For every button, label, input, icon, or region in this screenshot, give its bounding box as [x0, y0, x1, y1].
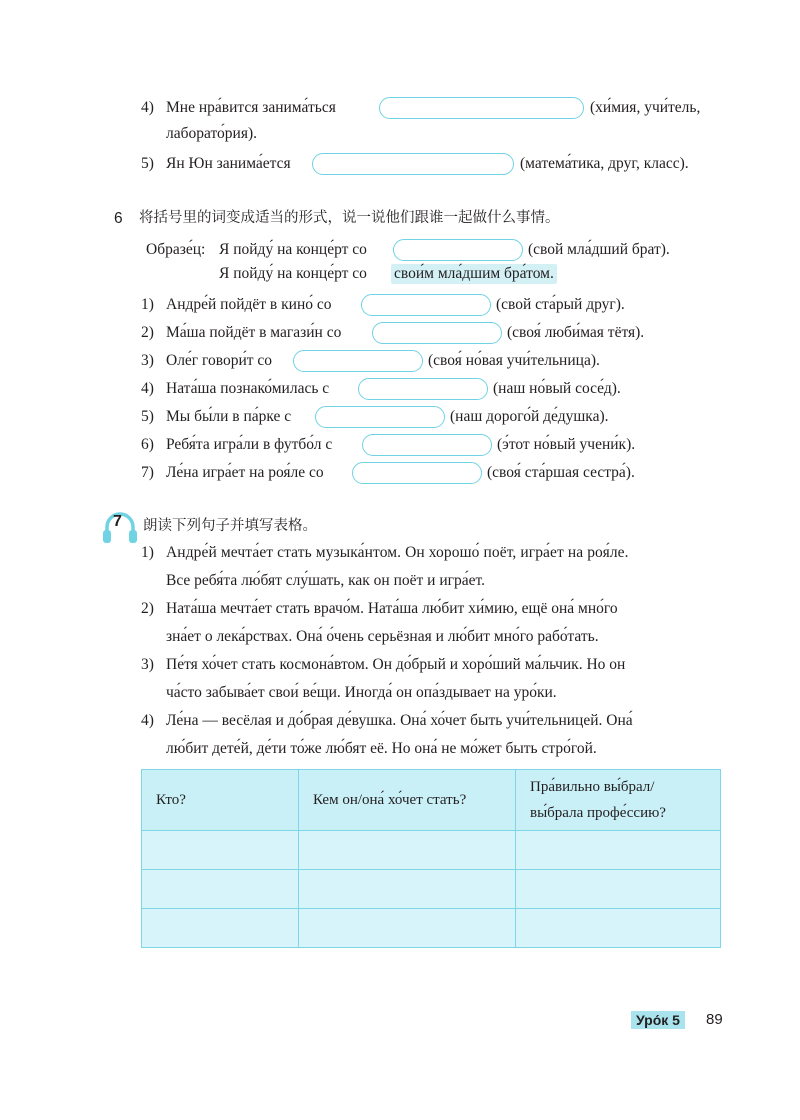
- table-cell[interactable]: [516, 831, 721, 870]
- ex7-item-number: 2): [141, 600, 154, 617]
- prev-item-4-hint-cont: лаборато́рия).: [166, 125, 258, 142]
- ex6-item-number: 4): [141, 380, 154, 397]
- ex6-item-text: Мы бы́ли в па́рке с: [166, 408, 292, 425]
- ex6-item-2-blank[interactable]: [372, 322, 502, 344]
- ex6-item-text: Ребя́та игра́ли в футбо́л с: [166, 436, 333, 453]
- profession-table: [141, 769, 721, 948]
- table-cell[interactable]: [516, 909, 721, 948]
- ex6-item-number: 7): [141, 464, 154, 481]
- ex6-item-text: Андре́й пойдёт в кино́ со: [166, 296, 332, 313]
- ex7-item-line: Пе́тя хо́чет стать космона́втом. Он до́брый и хоро́ший ма́льчик. Но он: [166, 656, 626, 673]
- ex7-item-number: 1): [141, 544, 154, 561]
- ex6-answer-highlight: свои́м мла́дшим бра́том.: [391, 264, 557, 284]
- table-cell[interactable]: [299, 909, 516, 948]
- ex7-item-line: ча́сто забыва́ет свои́ ве́щи. Иногда́ он опа́здывает на уро́ки.: [166, 684, 557, 701]
- table-cell[interactable]: [299, 870, 516, 909]
- ex7-item-number: 4): [141, 712, 154, 729]
- prev-item-4-blank[interactable]: [379, 97, 584, 119]
- table-cell[interactable]: [516, 870, 721, 909]
- ex7-number: 7: [113, 513, 122, 530]
- ex6-number: 6: [114, 210, 123, 227]
- ex6-instruction: 将括号里的词变成适当的形式，说一说他们跟谁一起做什么事情。: [139, 210, 560, 226]
- ex6-item-hint: (наш но́вый сосе́д).: [493, 380, 621, 397]
- ex7-item-line: зна́ет о лека́рствах. Она́ о́чень серьёзная и лю́бит мно́го рабо́тать.: [166, 628, 599, 645]
- ex6-item-hint: (своя́ ста́ршая сестра́).: [487, 464, 635, 481]
- ex6-item-text: Ната́ша познако́милась с: [166, 380, 330, 397]
- ex6-item-3-blank[interactable]: [293, 350, 423, 372]
- table-cell[interactable]: [142, 831, 299, 870]
- ex7-item-line: Андре́й мечта́ет стать музыка́нтом. Он хорошо́ поёт, игра́ет на роя́ле.: [166, 544, 629, 561]
- ex6-item-number: 3): [141, 352, 154, 369]
- prev-item-5-hint: (матема́тика, друг, класс).: [520, 155, 689, 172]
- ex6-example-text: Я пойду́ на конце́рт со: [219, 241, 367, 258]
- ex6-item-text: Ле́на игра́ет на роя́ле со: [166, 464, 324, 481]
- ex6-item-number: 2): [141, 324, 154, 341]
- table-row: [142, 870, 721, 909]
- ex6-example-blank[interactable]: [393, 239, 523, 261]
- ex6-item-number: 5): [141, 408, 154, 425]
- ex7-item-line: Ле́на — весёлая и до́брая де́вушка. Она́ хо́чет быть учи́тельницей. Она́: [166, 712, 633, 729]
- ex7-item-line: Ната́ша мечта́ет стать врачо́м. Ната́ша лю́бит хи́мию, ещё она́ мно́го: [166, 600, 618, 617]
- header-who: Кто?: [142, 770, 299, 831]
- header-profession: Кем он/она́ хо́чет стать?: [299, 770, 516, 831]
- prev-item-4-text: Мне нра́вится занима́ться: [166, 99, 336, 116]
- ex6-item-6-blank[interactable]: [362, 434, 492, 456]
- ex6-item-5-blank[interactable]: [315, 406, 445, 428]
- ex6-item-hint: (э́тот но́вый учени́к).: [497, 436, 636, 453]
- ex7-item-line: Все ребя́та лю́бят слу́шать, как он поёт и игра́ет.: [166, 572, 485, 589]
- ex6-item-hint: (своя́ но́вая учи́тельница).: [428, 352, 600, 369]
- ex6-item-4-blank[interactable]: [358, 378, 488, 400]
- table-cell[interactable]: [299, 831, 516, 870]
- ex7-instruction: 朗读下列句子并填写表格。: [143, 518, 317, 534]
- prev-item-4-number: 4): [141, 99, 154, 116]
- table-cell[interactable]: [142, 870, 299, 909]
- ex7-item-number: 3): [141, 656, 154, 673]
- ex7-item-line: лю́бит дете́й, де́ти то́же лю́бят её. Но она́ не мо́жет быть стро́гой.: [166, 740, 597, 757]
- header-right-choice-line2: вы́брала профе́ссию?: [530, 805, 666, 821]
- lesson-label: Уро́к 5: [631, 1011, 685, 1029]
- ex6-item-hint: (своя́ люби́мая тётя).: [507, 324, 645, 341]
- header-right-choice: [516, 770, 721, 831]
- prev-item-4-hint: (хи́мия, учи́тель,: [590, 99, 701, 116]
- ex6-item-number: 1): [141, 296, 154, 313]
- prev-item-5-text: Ян Юн занима́ется: [166, 155, 291, 172]
- ex6-item-1-blank[interactable]: [361, 294, 491, 316]
- ex6-item-hint: (свой ста́рый друг).: [496, 296, 625, 313]
- table-row: [142, 909, 721, 948]
- table-row: [142, 831, 721, 870]
- ex6-item-text: Ма́ша пойдёт в магази́н со: [166, 324, 342, 341]
- ex6-item-text: Оле́г говори́т со: [166, 352, 273, 369]
- prev-item-5-number: 5): [141, 155, 154, 172]
- page-number: 89: [706, 1011, 723, 1028]
- ex6-answer-prefix: Я пойду́ на конце́рт со: [219, 265, 367, 282]
- ex6-item-number: 6): [141, 436, 154, 453]
- table-header-row: [142, 770, 721, 831]
- prev-item-5-blank[interactable]: [312, 153, 514, 175]
- table-cell[interactable]: [142, 909, 299, 948]
- ex6-item-hint: (наш дорого́й де́душка).: [450, 408, 609, 425]
- ex6-item-7-blank[interactable]: [352, 462, 482, 484]
- ex6-example-label: Образе́ц:: [146, 241, 206, 258]
- ex6-example-hint: (свой мла́дший брат).: [528, 241, 670, 258]
- header-right-choice-line1: Пра́вильно вы́брал/: [530, 779, 655, 795]
